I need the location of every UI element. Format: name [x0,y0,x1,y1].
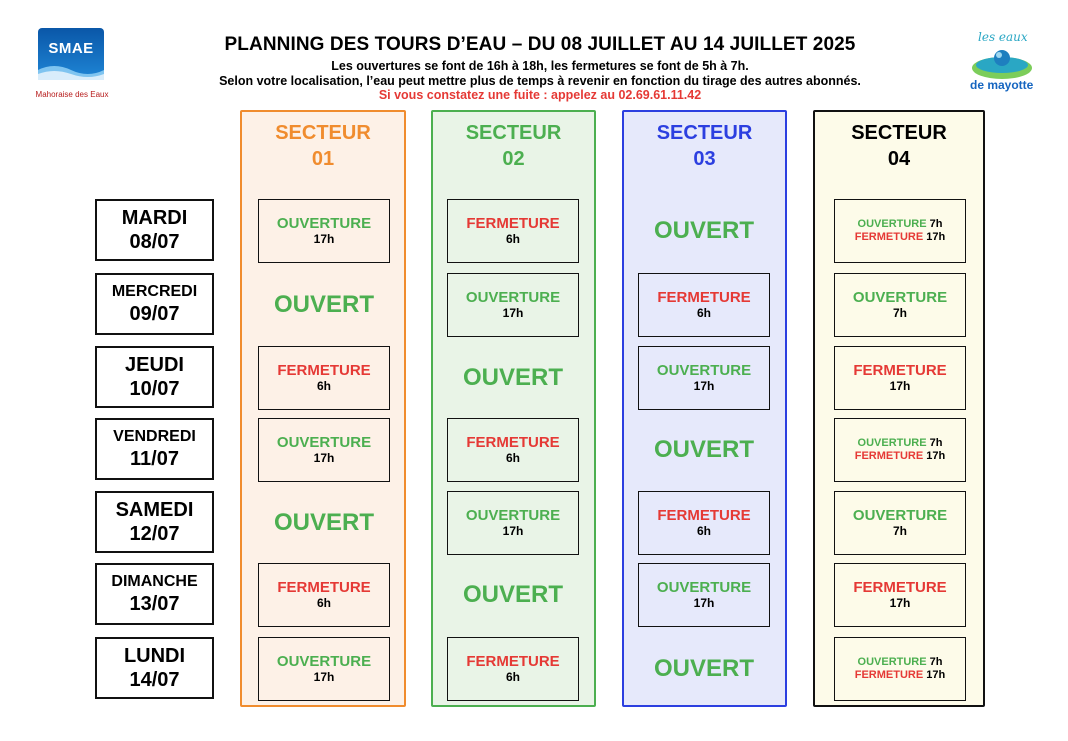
day-box [95,491,214,553]
action-time: 17h [889,379,911,393]
action-label: OUVERTURE [852,289,948,306]
day-name: LUNDI [123,645,186,667]
schedule-cell-ouverture [447,491,579,555]
close-time: 17h [926,450,946,462]
day-box [95,563,214,625]
action-time: 6h [316,379,331,393]
action-label: FERMETURE [466,434,560,451]
schedule-cell-ouverture-fermeture [834,418,966,482]
day-date: 13/07 [129,593,180,615]
schedule-cell-ouvert [258,273,390,337]
day-date: 09/07 [129,303,180,325]
open-label: OUVERTURE [857,656,927,668]
action-time: 17h [693,379,715,393]
sector-number: 01 [311,148,335,170]
sector-label: SECTEUR [851,122,947,144]
day-date: 12/07 [129,523,180,545]
action-time: 17h [693,596,715,610]
schedule-cell-fermeture [258,346,390,410]
action-time: 7h [892,524,907,538]
close-label: FERMETURE [854,450,924,462]
sector-02-title [433,120,594,172]
wave-icon [38,60,104,80]
day-box [95,199,214,261]
eaux-logo-bottom-text: de mayotte [970,78,1034,92]
status-label: OUVERT [273,509,374,536]
action-time: 17h [502,524,524,538]
schedule-cell-ouverture [638,563,770,627]
schedule-cell-ouvert [638,637,770,701]
sector-number: 04 [887,148,911,170]
day-date: 10/07 [129,378,180,400]
header-info-2: Selon votre localisation, l’eau peut mettre plus de temps à revenir en fonction du tirage des autres abonnés. [219,74,861,88]
day-date: 14/07 [129,669,180,691]
action-time: 6h [316,596,331,610]
schedule-cell-ouvert [638,199,770,263]
header-info-1: Les ouvertures se font de 16h à 18h, les fermetures se font de 5h à 7h. [331,59,749,73]
day-name: SAMEDI [115,499,194,521]
action-time: 6h [696,524,711,538]
sector-04-title [815,120,983,172]
day-name: MERCREDI [111,283,198,300]
action-time: 17h [313,451,335,465]
action-label: FERMETURE [466,215,560,232]
schedule-cell-ouverture [638,346,770,410]
action-label: OUVERTURE [465,507,561,524]
schedule-cell-ouverture-fermeture [834,637,966,701]
schedule-cell-fermeture [638,273,770,337]
day-box [95,637,214,699]
close-time: 17h [926,669,946,681]
smae-logo-subtitle: Mahoraise des Eaux [35,90,109,99]
sector-01-title [242,120,404,172]
sector-number: 02 [502,148,525,170]
action-label: OUVERTURE [465,289,561,306]
day-name: DIMANCHE [111,573,198,590]
sector-03-title [624,120,785,172]
eaux-de-mayotte-logo [962,30,1042,100]
action-label: OUVERTURE [656,579,752,596]
smae-logo [32,28,112,106]
open-time: 7h [929,656,943,668]
action-label: FERMETURE [277,362,371,379]
schedule-cell-ouvert [638,418,770,482]
sector-label: SECTEUR [275,122,371,144]
open-time: 7h [929,218,943,230]
smae-logo-word: SMAE [48,40,94,57]
schedule-cell-fermeture [258,563,390,627]
schedule-cell-ouverture [258,199,390,263]
action-label: OUVERTURE [852,507,948,524]
action-label: FERMETURE [853,579,947,596]
action-label: OUVERTURE [276,215,372,232]
action-time: 6h [505,670,520,684]
schedule-cell-fermeture [834,346,966,410]
action-time: 17h [502,306,524,320]
action-label: FERMETURE [657,507,751,524]
schedule-cell-fermeture [638,491,770,555]
schedule-cell-fermeture [447,418,579,482]
open-time: 7h [929,437,943,449]
sector-number: 03 [693,148,716,170]
status-label: OUVERT [462,364,563,391]
day-box [95,273,214,335]
header-leak-notice: Si vous constatez une fuite : appelez au 02.69.61.11.42 [378,88,702,102]
schedule-cell-ouverture [258,637,390,701]
status-label: OUVERT [653,436,754,463]
action-time: 6h [505,451,520,465]
action-label: FERMETURE [466,653,560,670]
schedule-cell-ouvert [258,491,390,555]
action-time: 17h [889,596,911,610]
open-label: OUVERTURE [857,218,927,230]
schedule-cell-ouverture [834,273,966,337]
day-date: 08/07 [129,231,180,253]
day-box [95,346,214,408]
day-name: JEUDI [125,354,184,376]
day-date: 11/07 [130,448,179,470]
schedule-cell-fermeture [447,637,579,701]
schedule-cell-ouvert [447,563,579,627]
schedule-cell-fermeture [834,563,966,627]
sector-label: SECTEUR [656,122,753,144]
schedule-cell-ouvert [447,346,579,410]
schedule-cell-ouverture [258,418,390,482]
action-time: 6h [696,306,711,320]
eaux-logo-top-text: les eaux [978,30,1028,44]
action-time: 17h [313,670,335,684]
schedule-cell-ouverture-fermeture [834,199,966,263]
close-time: 17h [926,231,946,243]
day-box [95,418,214,480]
close-label: FERMETURE [854,669,924,681]
status-label: OUVERT [462,581,563,608]
status-label: OUVERT [653,217,754,244]
action-time: 17h [313,232,335,246]
water-drop-icon [970,46,1034,80]
action-label: FERMETURE [657,289,751,306]
action-label: OUVERTURE [656,362,752,379]
schedule-cell-ouverture [834,491,966,555]
sector-label: SECTEUR [465,122,562,144]
status-label: OUVERT [273,291,374,318]
action-label: OUVERTURE [276,434,372,451]
action-time: 7h [892,306,907,320]
page-title: PLANNING DES TOURS D’EAU – DU 08 JUILLET AU 14 JUILLET 2025 [224,34,856,55]
schedule-cell-fermeture [447,199,579,263]
schedule-cell-ouverture [447,273,579,337]
action-time: 6h [505,232,520,246]
action-label: OUVERTURE [276,653,372,670]
action-label: FERMETURE [277,579,371,596]
close-label: FERMETURE [854,231,924,243]
action-label: FERMETURE [853,362,947,379]
day-name: MARDI [121,207,188,229]
open-label: OUVERTURE [857,437,927,449]
day-name: VENDREDI [113,428,196,445]
status-label: OUVERT [653,655,754,682]
